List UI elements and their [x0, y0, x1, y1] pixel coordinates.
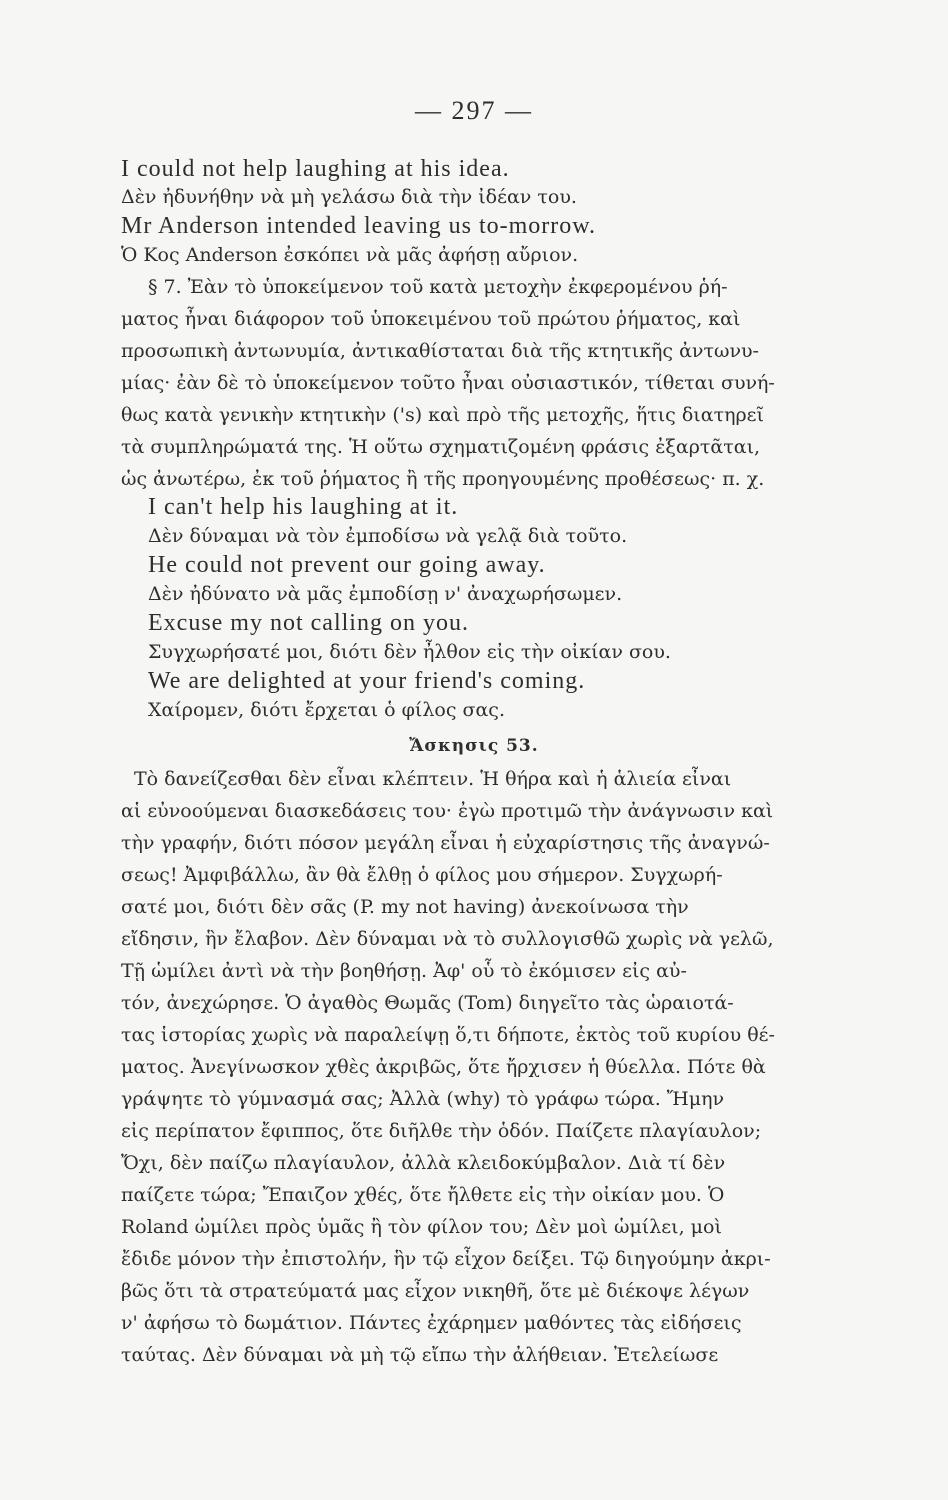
- exercise-text-line: ἔδιδε μόνον τὴν ἐπιστολήν, ἣν τῷ εἶχον δείξει. Τῷ διηγούμην ἀκρι-: [121, 1248, 771, 1270]
- greek-translation-line: Δὲν ἠδυνήθην νὰ μὴ γελάσω διὰ τὴν ἰδέαν του.: [121, 186, 577, 208]
- exercise-text-line: τὴν γραφήν, διότι πόσον μεγάλη εἶναι ἡ εὐχαρίστησις τῆς ἀναγνώ-: [121, 832, 770, 854]
- english-example-line: We are delighted at your friend's coming.: [148, 668, 586, 694]
- section-text-line: ματος ἦναι διάφορον τοῦ ὑποκειμένου τοῦ πρώτου ῥήματος, καὶ: [121, 308, 741, 330]
- english-example-line: I could not help laughing at his idea.: [121, 156, 510, 182]
- exercise-text-line: Τὸ δανείζεσθαι δὲν εἶναι κλέπτειν. Ἡ θήρα καὶ ἡ ἁλιεία εἶναι: [134, 768, 732, 790]
- exercise-text-line: σατέ μοι, διότι δὲν σᾶς (P. my not having) ἀνεκοίνωσα τὴν: [121, 896, 689, 918]
- english-example-line: Excuse my not calling on you.: [148, 610, 469, 636]
- section-text-line: ὡς ἀνωτέρω, ἐκ τοῦ ῥήματος ἢ τῆς προηγουμένης προθέσεως· π. χ.: [121, 468, 765, 490]
- english-example-line: Mr Anderson intended leaving us to-morrow.: [121, 213, 597, 239]
- section-text-line: τὰ συμπληρώματά της. Ἡ οὕτω σχηματιζομένη φράσις ἐξαρτᾶται,: [121, 436, 761, 458]
- english-example-line: He could not prevent our going away.: [148, 552, 546, 578]
- exercise-text-line: ν' ἀφήσω τὸ δωμάτιον. Πάντες ἐχάρημεν μαθόντες τὰς εἰδήσεις: [121, 1312, 742, 1334]
- greek-translation-line: Συγχωρήσατέ μοι, διότι δὲν ἦλθον εἰς τὴν οἰκίαν σου.: [148, 641, 671, 663]
- greek-translation-line: Χαίρομεν, διότι ἔρχεται ὁ φίλος σας.: [148, 699, 505, 721]
- exercise-text-line: Ὄχι, δὲν παίζω πλαγίαυλον, ἀλλὰ κλειδοκύμβαλον. Διὰ τί δὲν: [121, 1152, 726, 1174]
- exercise-text-line: παίζετε τώρα; Ἔπαιζον χθές, ὅτε ἤλθετε εἰς τὴν οἰκίαν μου. Ὁ: [121, 1184, 725, 1206]
- exercise-text-line: Τῇ ὡμίλει ἀντὶ νὰ τὴν βοηθήσῃ. Ἀφ' οὗ τὸ ἐκόμισεν εἰς αὐ-: [121, 960, 687, 982]
- exercise-text-line: σεως! Ἀμφιβάλλω, ἂν θὰ ἔλθῃ ὁ φίλος μου σήμερον. Συγχωρή-: [121, 864, 723, 886]
- section-text-line: θως κατὰ γενικὴν κτητικὴν ('s) καὶ πρὸ τῆς μετοχῆς, ἥτις διατηρεῖ: [121, 404, 764, 426]
- exercise-text-line: γράψητε τὸ γύμνασμά σας; Ἀλλὰ (why) τὸ γράφω τώρα. Ἤμην: [121, 1088, 725, 1110]
- section-text-line: § 7. Ἐὰν τὸ ὑποκείμενον τοῦ κατὰ μετοχὴν ἐκφερομένου ῥή-: [148, 276, 728, 298]
- page-number: — 297 —: [415, 96, 533, 125]
- exercise-text-line: Roland ὡμίλει πρὸς ὑμᾶς ἢ τὸν φίλον του; Δὲν μοὶ ὡμίλει, μοὶ: [121, 1216, 722, 1238]
- exercise-text-line: αἱ εὐνοούμεναι διασκεδάσεις του· ἐγὼ προτιμῶ τὴν ἀνάγνωσιν καὶ: [121, 800, 774, 822]
- exercise-text-line: εἰς περίπατον ἔφιππος, ὅτε διῆλθε τὴν ὁδόν. Παίζετε πλαγίαυλον;: [121, 1120, 762, 1142]
- section-text-line: προσωπικὴ ἀντωνυμία, ἀντικαθίσταται διὰ τῆς κτητικῆς ἀντωνυ-: [121, 340, 759, 362]
- english-example-line: I can't help his laughing at it.: [148, 494, 459, 520]
- exercise-text-line: βῶς ὅτι τὰ στρατεύματά μας εἶχον νικηθῆ, ὅτε μὲ διέκοψε λέγων: [121, 1280, 750, 1302]
- exercise-heading: Ἄσκησις 53.: [409, 736, 539, 756]
- greek-translation-line: Δὲν ἠδύνατο νὰ μᾶς ἐμποδίσῃ ν' ἀναχωρήσωμεν.: [148, 583, 623, 605]
- greek-translation-line: Δὲν δύναμαι νὰ τὸν ἐμποδίσω νὰ γελᾷ διὰ τοῦτο.: [148, 525, 628, 547]
- exercise-text-line: ταύτας. Δὲν δύναμαι νὰ μὴ τῷ εἴπω τὴν ἀλήθειαν. Ἐτελείωσε: [121, 1344, 719, 1366]
- exercise-text-line: ματος. Ἀνεγίνωσκον χθὲς ἀκριβῶς, ὅτε ἤρχισεν ἡ θύελλα. Πότε θὰ: [121, 1056, 766, 1078]
- exercise-text-line: τας ἱστορίας χωρὶς νὰ παραλείψῃ ὅ,τι δήποτε, ἐκτὸς τοῦ κυρίου θέ-: [121, 1024, 775, 1046]
- exercise-text-line: εἴδησιν, ἣν ἔλαβον. Δὲν δύναμαι νὰ τὸ συλλογισθῶ χωρὶς νὰ γελῶ,: [121, 928, 774, 950]
- section-text-line: μίας· ἐὰν δὲ τὸ ὑποκείμενον τοῦτο ἦναι οὐσιαστικόν, τίθεται συνή-: [121, 372, 775, 394]
- greek-translation-line: Ὁ Κος Anderson ἐσκόπει νὰ μᾶς ἀφήσῃ αὔριον.: [121, 244, 579, 266]
- exercise-text-line: τόν, ἀνεχώρησε. Ὁ ἀγαθὸς Θωμᾶς (Tom) διηγεῖτο τὰς ὡραιοτά-: [121, 992, 734, 1014]
